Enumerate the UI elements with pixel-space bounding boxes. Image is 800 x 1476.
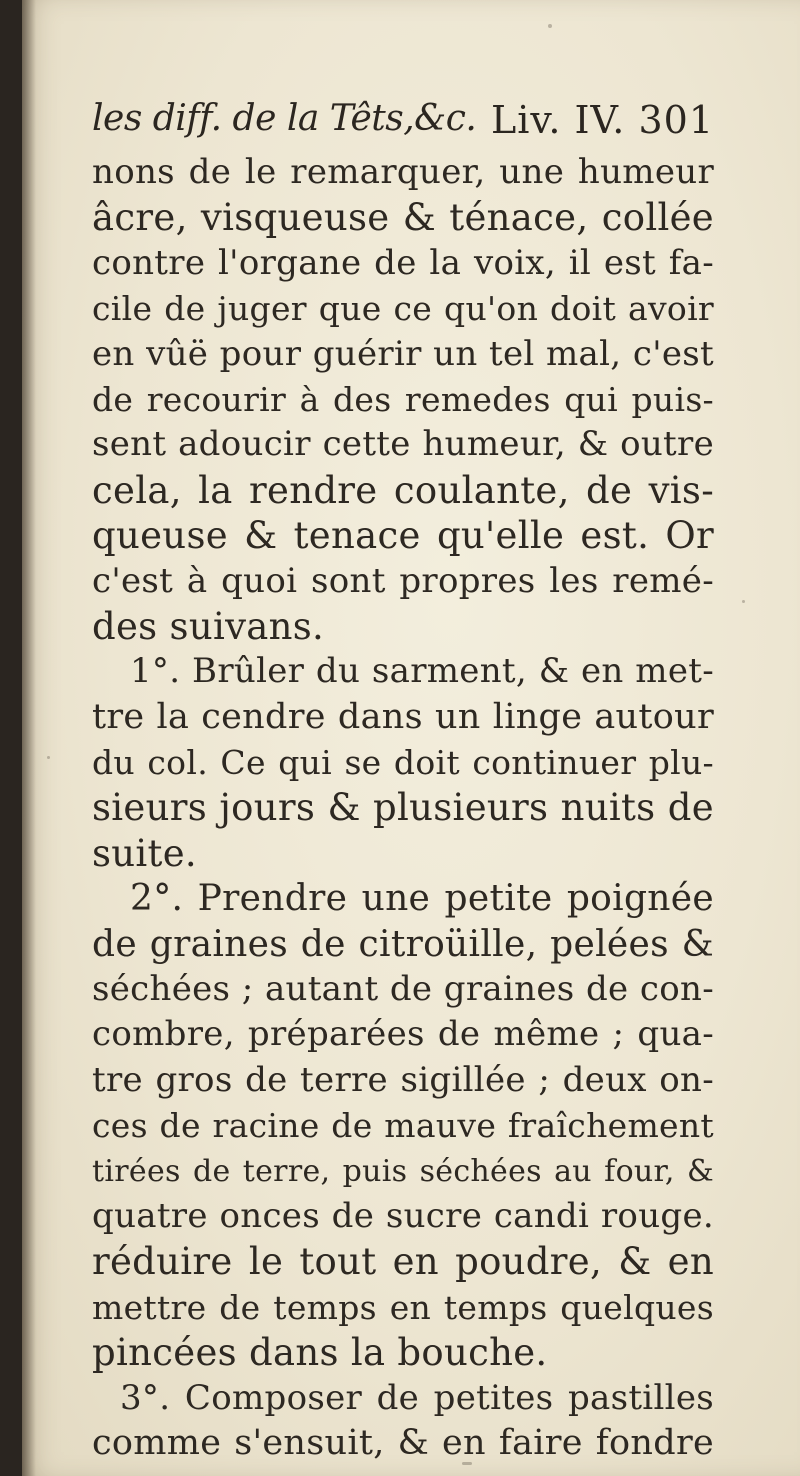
text-line: 2°. Prendre une petite poignée: [130, 878, 714, 920]
text-line: des suivans.: [92, 604, 325, 648]
text-line: 1°. Brûler du sarment, & en met-: [130, 651, 714, 692]
running-title: les diff. de la Têts,&c.: [92, 98, 477, 139]
text-line: en vûë pour guérir un tel mal, c'est: [92, 333, 714, 374]
ink-speck: [742, 600, 745, 603]
text-line: c'est à quoi sont propres les remé-: [92, 560, 714, 601]
spine-shadow: [22, 0, 36, 1476]
text-line: combre, préparées de même ; qua-: [92, 1014, 714, 1055]
text-line: du col. Ce qui se doit continuer plu-: [92, 743, 714, 783]
page-number: 301: [638, 98, 714, 142]
header-right: [491, 98, 714, 142]
text-line: âcre, visqueuse & ténace, collée: [92, 196, 714, 240]
ink-speck: [548, 24, 552, 28]
text-line: réduire le tout en poudre, & en: [92, 1240, 714, 1284]
text-line: tre gros de terre sigillée ; deux on-: [92, 1059, 714, 1100]
text-line: de recourir à des remedes qui puis-: [92, 379, 714, 419]
text-line: nons de le remarquer, une humeur: [92, 152, 714, 192]
text-line: suite.: [92, 831, 197, 875]
text-line: cile de juger que ce qu'on doit avoir: [92, 289, 714, 329]
text-line: sieurs jours & plusieurs nuits de: [92, 786, 714, 830]
text-line: queuse & tenace qu'elle est. Or: [92, 514, 714, 558]
text-line: tre la cendre dans un linge autour: [92, 696, 714, 737]
text-line: comme s'ensuit, & en faire fondre: [92, 1422, 714, 1463]
text-line: contre l'organe de la voix, il est fa-: [92, 242, 714, 283]
ink-speck: [47, 756, 50, 759]
text-line: séchées ; autant de graines de con-: [92, 969, 714, 1010]
text-line: sent adoucir cette humeur, & outre: [92, 424, 714, 465]
page-text: [92, 150, 714, 1466]
text-line: 3°. Composer de petites pastilles: [120, 1377, 714, 1418]
text-line: cela, la rendre coulante, de vis-: [92, 468, 714, 512]
text-line: quatre onces de sucre candi rouge.: [92, 1195, 714, 1236]
text-line: ces de racine de mauve fraîchement: [92, 1106, 714, 1146]
running-header: [92, 96, 714, 152]
book-section: Liv. IV.: [490, 98, 626, 142]
text-line: mettre de temps en temps quelques: [92, 1287, 714, 1327]
text-line: tirées de terre, puis séchées au four, &: [92, 1153, 714, 1189]
text-line: de graines de citroüille, pelées &: [92, 923, 714, 965]
text-line: pincées dans la bouche.: [92, 1331, 548, 1375]
